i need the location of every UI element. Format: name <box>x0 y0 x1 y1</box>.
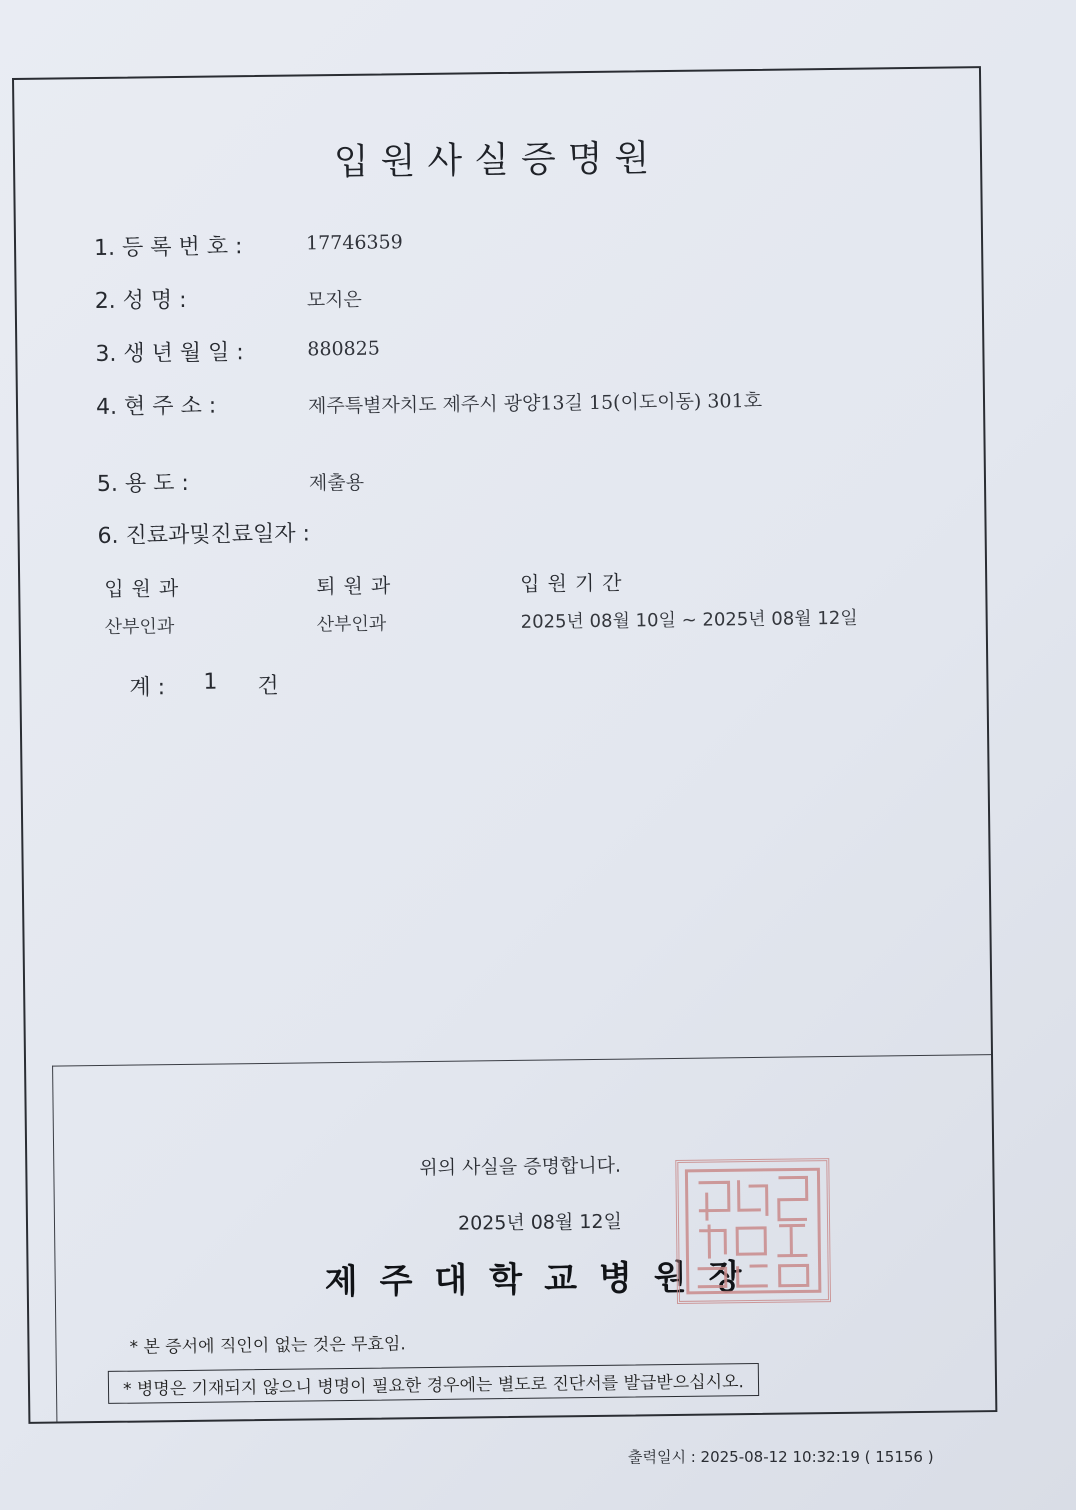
field-value-birth: 880825 <box>307 337 380 361</box>
document-frame <box>12 66 997 1424</box>
total-unit: 건 <box>257 673 279 700</box>
table-header-period: 입원기간 <box>520 570 630 596</box>
field-label-birth: 3. 생 년 월 일 : <box>95 340 244 368</box>
table-cell-period: 2025년 08월 10일 ~ 2025년 08월 12일 <box>520 607 858 633</box>
validity-note: * 본 증서에 직인이 없는 것은 무효임. <box>129 1334 406 1358</box>
field-label-purpose: 5. 용 도 : <box>96 470 190 497</box>
diagnosis-note: * 병명은 기재되지 않으니 병명이 필요한 경우에는 별도로 진단서를 발급받으십시오. <box>108 1363 759 1404</box>
field-label-name: 2. 성 명 : <box>94 287 187 315</box>
printed-timestamp: 출력일시 : 2025-08-12 10:32:19 ( 15156 ) <box>628 1448 934 1466</box>
table-cell-discharge-dept: 산부인과 <box>316 613 387 636</box>
official-seal <box>675 1158 831 1304</box>
certify-text: 위의 사실을 증명합니다. <box>419 1154 622 1180</box>
footer-divider <box>52 1054 991 1066</box>
total-count: 1 <box>203 669 218 695</box>
table-header-admit-dept: 입원과 <box>104 575 187 601</box>
footer-inner-border <box>52 1066 57 1422</box>
total-label: 계 : <box>129 675 166 701</box>
issue-date: 2025년 08월 12일 <box>457 1210 623 1235</box>
field-value-name: 모지은 <box>306 288 362 312</box>
table-cell-admit-dept: 산부인과 <box>104 616 175 638</box>
field-label-dept-dates: 6. 진료과및진료일자 : <box>97 521 311 549</box>
field-value-purpose: 제출용 <box>308 471 365 495</box>
seal-glyph-icon <box>678 1161 828 1301</box>
document-title: 입원사실증명원 <box>333 138 662 184</box>
field-label-address: 4. 현 주 소 : <box>95 393 217 420</box>
field-value-reg-no: 17746359 <box>305 231 403 255</box>
field-label-reg-no: 1. 등 록 번 호 : <box>93 234 243 262</box>
table-header-discharge-dept: 퇴원과 <box>316 573 399 599</box>
issuer-name: 제주대학교병원장 <box>324 1256 764 1303</box>
field-value-address: 제주특별자치도 제주시 광양13길 15(이도이동) 301호 <box>307 389 763 418</box>
